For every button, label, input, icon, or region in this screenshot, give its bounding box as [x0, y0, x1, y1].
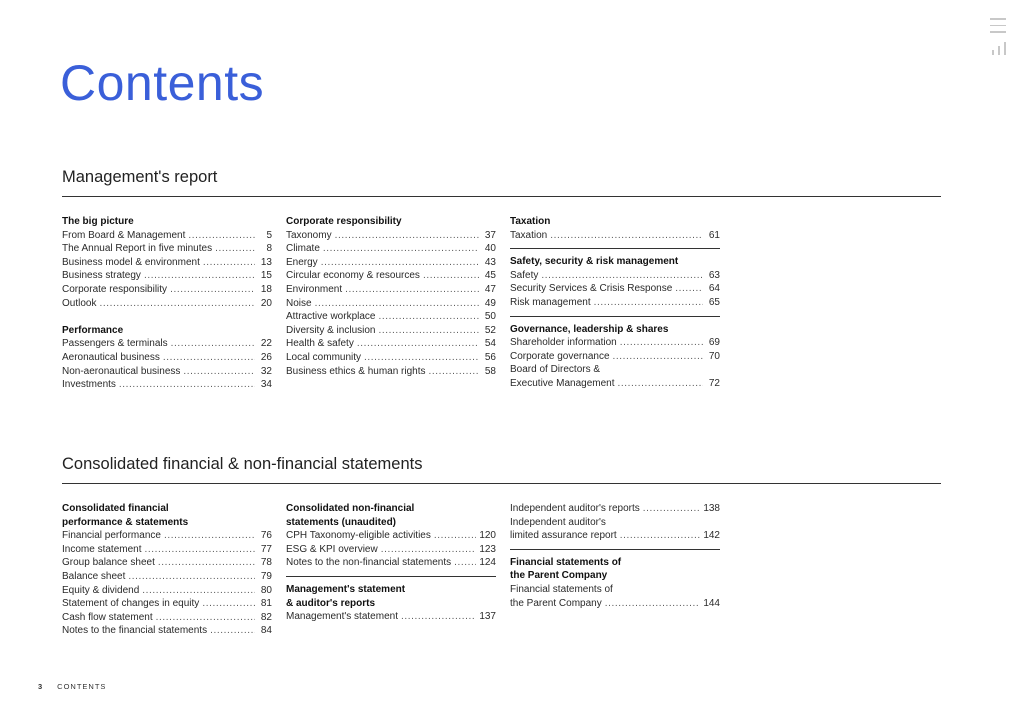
bar-chart-icon[interactable]: [991, 42, 1007, 55]
group-heading: Safety, security & risk management: [510, 256, 679, 268]
toc-entry[interactable]: Management's statement ..... 137: [286, 610, 496, 624]
group-heading: Corporate responsibility: [286, 216, 402, 227]
section-divider: [62, 483, 941, 484]
group-heading: Taxation: [510, 216, 551, 227]
toc-entry[interactable]: the Parent Company ..... 144: [510, 597, 720, 611]
toc-entry[interactable]: Environment ..... 47: [286, 283, 496, 297]
column-divider: [510, 248, 720, 249]
toc-entry[interactable]: Diversity & inclusion ..... 52: [286, 324, 496, 338]
toc-entry[interactable]: Balance sheet ..... 79: [62, 570, 272, 584]
toc-entry[interactable]: Noise ..... 49: [286, 297, 496, 311]
toc-entry[interactable]: Circular economy & resources ..... 45: [286, 269, 496, 283]
toc-entry[interactable]: Taxonomy ..... 37: [286, 229, 496, 243]
page-footer: [38, 682, 106, 691]
menu-icon[interactable]: [990, 18, 1006, 38]
toc-column: [510, 502, 720, 610]
toc-entry[interactable]: Energy ..... 43: [286, 256, 496, 270]
column-divider: [510, 549, 720, 550]
toc-column: [286, 215, 496, 378]
toc-entry[interactable]: Outlook ..... 20: [62, 297, 272, 311]
toc-entry[interactable]: Group balance sheet ..... 78: [62, 556, 272, 570]
group-heading: Consolidated non-financial: [286, 503, 415, 514]
toc-entry[interactable]: Notes to the non-financial statements ..... 124: [286, 556, 496, 570]
toc-entry[interactable]: Health & safety ..... 54: [286, 337, 496, 351]
section-heading-management-report: Management's report: [62, 168, 218, 186]
toc-entry[interactable]: Security Services & Crisis Response ..... 64: [510, 282, 720, 296]
toc-entry[interactable]: Non-aeronautical business ..... 32: [62, 365, 272, 379]
group-heading: statements (unaudited): [286, 516, 397, 528]
toc-entry[interactable]: Climate ..... 40: [286, 242, 496, 256]
group-heading: & auditor's reports: [286, 597, 376, 609]
toc-entry[interactable]: Attractive workplace ..... 50: [286, 310, 496, 324]
column-divider: [286, 576, 496, 577]
toc-entry[interactable]: CPH Taxonomy-eligible activities ..... 120: [286, 529, 496, 543]
toc-column: [62, 215, 272, 392]
group-heading: the Parent Company: [510, 570, 608, 582]
toc-entry[interactable]: Equity & dividend ..... 80: [62, 584, 272, 598]
toc-column: [62, 502, 272, 638]
toc-entry[interactable]: Safety ..... 63: [510, 269, 720, 283]
toc-entry[interactable]: Business model & environment ..... 13: [62, 256, 272, 270]
toc-entry[interactable]: Local community ..... 56: [286, 351, 496, 365]
toc-entry[interactable]: Corporate governance ..... 70: [510, 350, 720, 364]
group-heading: Governance, leadership & shares: [510, 323, 669, 335]
toc-entry[interactable]: ESG & KPI overview ..... 123: [286, 543, 496, 557]
toc-entry[interactable]: Financial performance ..... 76: [62, 529, 272, 543]
group-heading: The big picture: [62, 216, 134, 227]
toc-entry-line[interactable]: Financial statements of: [510, 583, 613, 595]
section-heading-consolidated-statements: Consolidated financial & non-financial statements: [62, 455, 423, 473]
toc-entry[interactable]: Business strategy ..... 15: [62, 269, 272, 283]
group-heading: performance & statements: [62, 516, 189, 528]
toc-entry[interactable]: The Annual Report in five minutes ..... 8: [62, 242, 272, 256]
toc-entry[interactable]: Shareholder information ..... 69: [510, 336, 720, 350]
toc-entry[interactable]: Business ethics & human rights ..... 58: [286, 365, 496, 379]
toc-entry[interactable]: Cash flow statement ..... 82: [62, 611, 272, 625]
page-number: 3: [38, 682, 44, 691]
toc-entry[interactable]: Corporate responsibility ..... 18: [62, 283, 272, 297]
toc-entry[interactable]: Risk management ..... 65: [510, 296, 720, 310]
footer-label: CONTENTS: [57, 682, 107, 691]
toc-entry[interactable]: Investments ..... 34: [62, 378, 272, 392]
toc-column: [286, 502, 496, 624]
section-divider: [62, 196, 941, 197]
toc-entry[interactable]: Income statement ..... 77: [62, 543, 272, 557]
page-title: Contents: [60, 55, 265, 111]
group-heading: Financial statements of: [510, 556, 622, 568]
toc-entry[interactable]: From Board & Management ..... 5: [62, 229, 272, 243]
toc-entry[interactable]: Executive Management ..... 72: [510, 377, 720, 391]
toc-entry[interactable]: Notes to the financial statements ..... 84: [62, 624, 272, 638]
group-heading: Consolidated financial: [62, 503, 169, 514]
group-heading: Performance: [62, 324, 124, 336]
column-divider: [510, 316, 720, 317]
toc-entry[interactable]: Independent auditor's reports ..... 138: [510, 502, 720, 516]
toc-entry[interactable]: limited assurance report ..... 142: [510, 529, 720, 543]
toc-column: [510, 215, 720, 391]
toc-entry[interactable]: Passengers & terminals ..... 22: [62, 337, 272, 351]
toc-entry-line[interactable]: Independent auditor's: [510, 516, 606, 528]
toc-entry[interactable]: Taxation ..... 61: [510, 229, 720, 243]
toc-entry-line[interactable]: Board of Directors &: [510, 364, 601, 376]
group-heading: Management's statement: [286, 583, 406, 595]
toc-entry[interactable]: Aeronautical business ..... 26: [62, 351, 272, 365]
toc-entry[interactable]: Statement of changes in equity ..... 81: [62, 597, 272, 611]
